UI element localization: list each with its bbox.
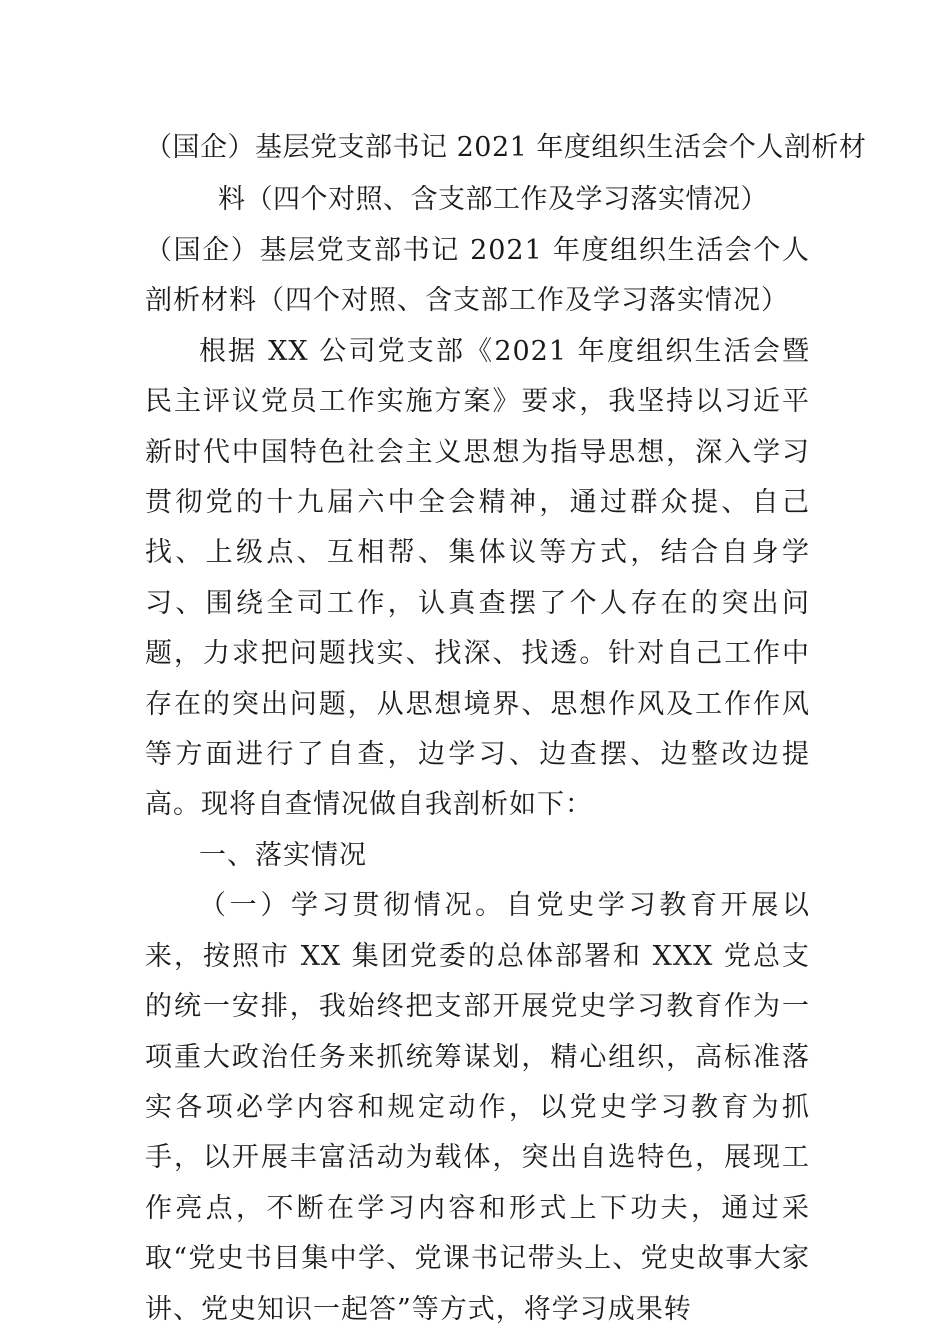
document-title-line-2: 料（四个对照、含支部工作及学习落实情况） xyxy=(218,184,768,215)
document-title-line-1: （国企）基层党支部书记 2021 年度组织生活会个人剖析材 xyxy=(145,132,867,163)
repeated-title-paragraph: （国企）基层党支部书记 2021 年度组织生活会个人剖析材料（四个对照、含支部工作及学习落实情况） xyxy=(145,235,810,317)
section-heading: 一、落实情况 xyxy=(199,839,367,871)
subsection-paragraph: （一）学习贯彻情况。自党史学习教育开展以来，按照市 XX 集团党委的总体部署和 XXX 党总支的统一安排，我始终把支部开展党史学习教育作为一项重大政治任务来抓统筹谋划，精心组织，高标准落实各项必学内容和规定动作，以党史学习教育为抓手，以开展丰富活动为载体，突出自选特色，展现工作亮点，不断在学习内容和形式上下功夫，通过采取“党史书目集中学、党课书记带头上、党史故事大家讲、党史知识一起答”等方式，将学习成果转 xyxy=(145,890,810,1325)
intro-paragraph: 根据 XX 公司党支部《2021 年度组织生活会暨民主评议党员工作实施方案》要求，我坚持以习近平新时代中国特色社会主义思想为指导思想，深入学习贯彻党的十九届六中全会精神，通过群众提、自己找、上级点、互相帮、集体议等方式，结合自身学习、围绕全司工作，认真查摆了个人存在的突出问题，力求把问题找实、找深、找透。针对自己工作中存在的突出问题，从思想境界、思想作风及工作作风等方面进行了自查，边学习、边查摆、边整改边提高。现将自查情况做自我剖析如下： xyxy=(145,335,810,821)
document-body xyxy=(145,226,810,1335)
